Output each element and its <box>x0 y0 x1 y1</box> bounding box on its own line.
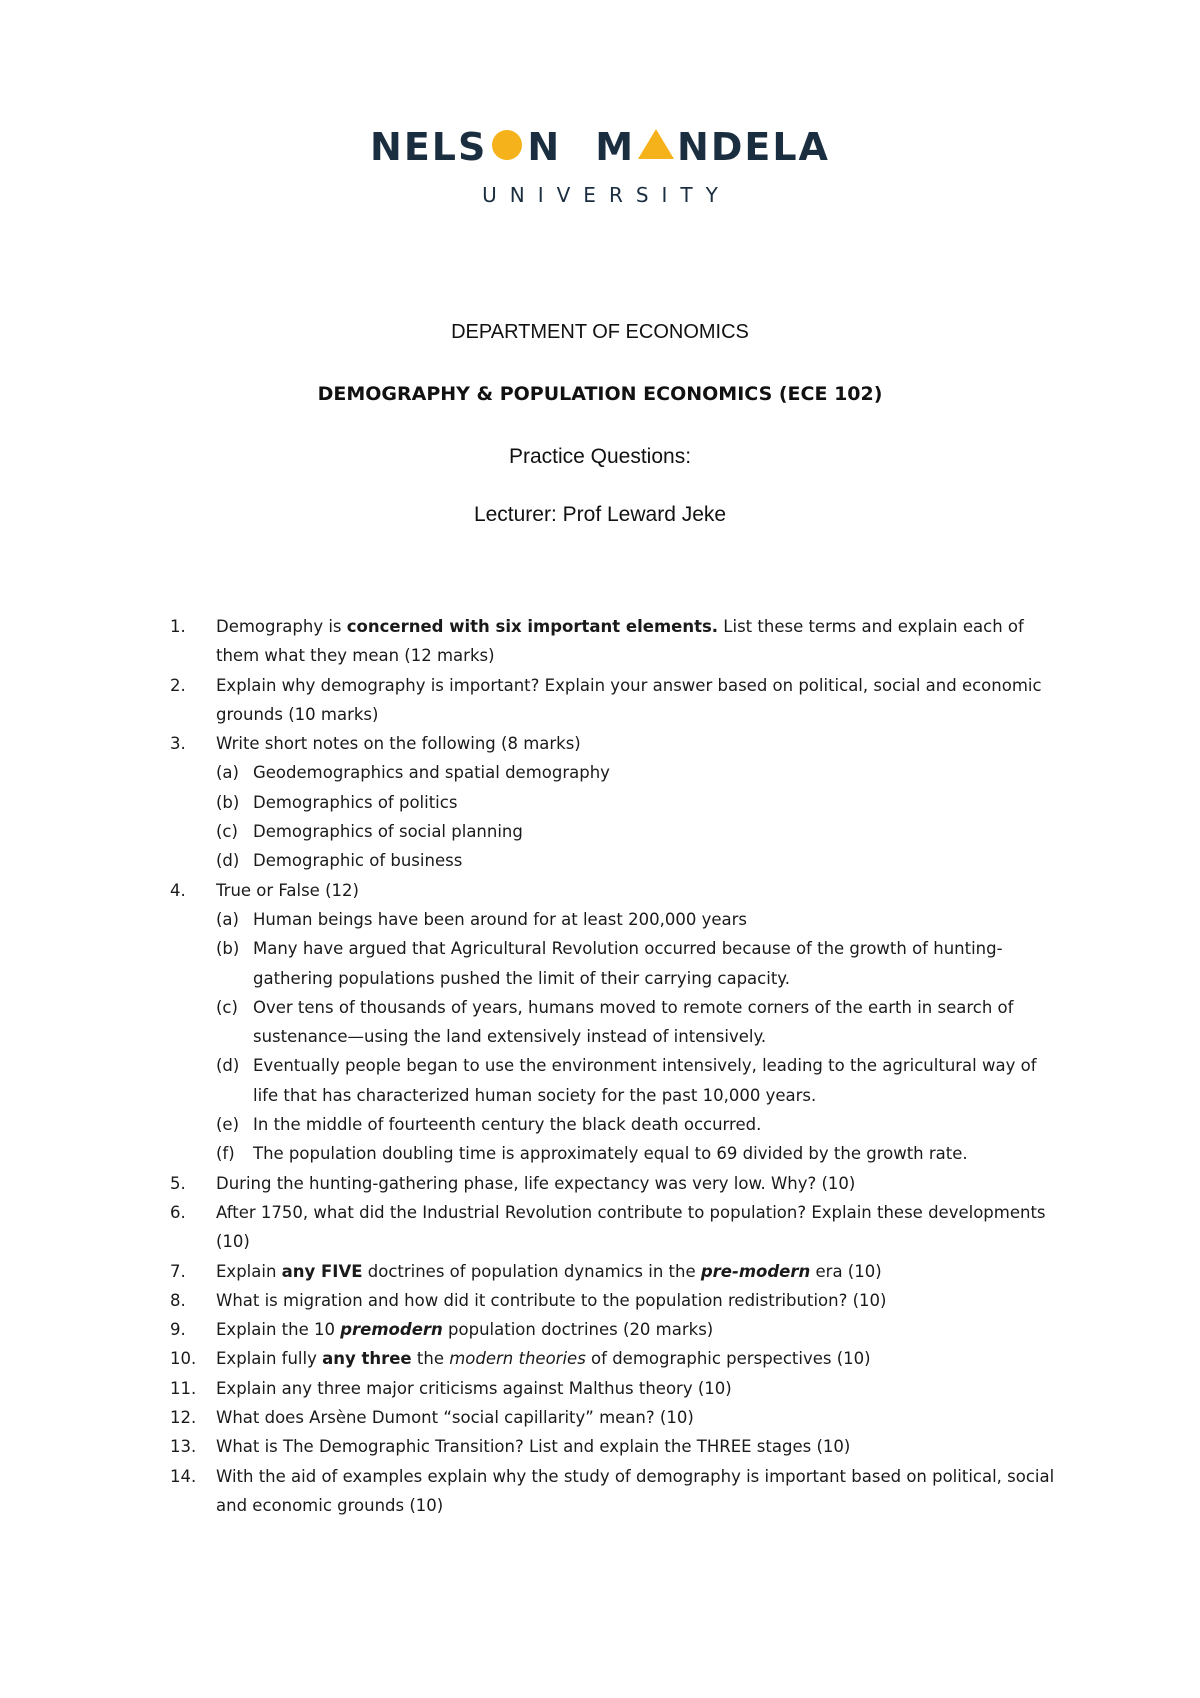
logo-wordmark: NELS N M NDELA <box>370 124 830 169</box>
sub-question <box>0 1051 1200 1110</box>
sub-question-text: Many have argued that Agricultural Revolution occurred because of the growth of hunting-gathering populations pushed the limit of their carrying capacity. <box>253 939 1003 988</box>
question-item <box>0 612 1200 671</box>
question-item <box>0 729 1200 758</box>
sun-icon <box>492 130 522 160</box>
question-item <box>0 1344 1200 1373</box>
question-number: 4. <box>170 880 186 900</box>
university-logo <box>0 120 1200 207</box>
question-number: 2. <box>170 675 186 695</box>
sub-question-text: In the middle of fourteenth century the black death occurred. <box>253 1115 762 1135</box>
question-text: With the aid of examples explain why the study of demography is important based on political, social and economic grounds (10) <box>216 1466 1055 1515</box>
department-heading: DEPARTMENT OF ECONOMICS <box>451 321 749 343</box>
question-number: 3. <box>170 734 186 754</box>
sub-question-text: The population doubling time is approximately equal to 69 divided by the growth rate. <box>253 1144 968 1164</box>
sub-question <box>0 934 1200 993</box>
question-item <box>0 1403 1200 1432</box>
sub-question-label: (a) <box>216 909 239 929</box>
sub-question <box>0 1110 1200 1139</box>
sub-question-label: (b) <box>216 939 240 959</box>
question-text: Write short notes on the following (8 marks) <box>216 734 581 754</box>
practice-heading: Practice Questions: <box>508 445 692 468</box>
question-item <box>0 1374 1200 1403</box>
sub-question-label: (f) <box>216 1144 235 1164</box>
question-text: What is The Demographic Transition? List and explain the THREE stages (10) <box>216 1437 851 1457</box>
question-text: Demography is concerned with six important elements. List these terms and explain each of them what they mean (12 marks) <box>216 617 1024 666</box>
sub-question-label: (d) <box>216 1056 240 1076</box>
question-number: 11. <box>170 1378 197 1398</box>
question-text: Explain why demography is important? Explain your answer based on political, social and economic grounds (10 marks) <box>216 675 1042 724</box>
question-text: During the hunting-gathering phase, life expectancy was very low. Why? (10) <box>216 1173 856 1193</box>
question-text: What is migration and how did it contribute to the population redistribution? (10) <box>216 1290 887 1310</box>
sub-question <box>0 846 1200 875</box>
sub-question-label: (c) <box>216 822 238 842</box>
sub-question <box>0 905 1200 934</box>
question-item <box>0 1462 1200 1521</box>
question-number: 9. <box>170 1320 186 1340</box>
question-item <box>0 1257 1200 1286</box>
sub-question <box>0 758 1200 787</box>
question-item <box>0 1432 1200 1461</box>
question-number: 5. <box>170 1173 186 1193</box>
question-text: Explain any three major criticisms against Malthus theory (10) <box>216 1378 732 1398</box>
question-number: 6. <box>170 1202 186 1222</box>
logo-subtitle: UNIVERSITY <box>482 182 731 207</box>
question-text: After 1750, what did the Industrial Revolution contribute to population? Explain these developments (10) <box>216 1202 1046 1252</box>
sub-question-text: Demographics of politics <box>253 792 458 812</box>
sub-question-text: Geodemographics and spatial demography <box>253 763 610 783</box>
sub-question-text: Over tens of thousands of years, humans moved to remote corners of the earth in search of sustenance—using the land extensively instead of intensively. <box>253 997 1014 1047</box>
sub-question <box>0 993 1200 1052</box>
sub-question <box>0 817 1200 846</box>
sub-question-label: (a) <box>216 763 239 783</box>
sub-question-label: (c) <box>216 997 238 1017</box>
question-text: Explain the 10 premodern population doctrines (20 marks) <box>216 1320 714 1340</box>
question-item <box>0 671 1200 730</box>
question-number: 10. <box>170 1349 197 1369</box>
question-text: Explain fully any three the modern theories of demographic perspectives (10) <box>216 1349 871 1369</box>
question-item <box>0 1315 1200 1344</box>
sub-question-text: Demographic of business <box>253 851 463 871</box>
sub-question-text: Human beings have been around for at least 200,000 years <box>253 909 748 929</box>
question-list <box>0 612 1200 1520</box>
question-text: Explain any FIVE doctrines of population dynamics in the pre-modern era (10) <box>216 1261 882 1281</box>
lecturer-heading: Lecturer: Prof Leward Jeke <box>473 503 727 526</box>
triangle-icon <box>638 129 674 159</box>
sub-question-label: (e) <box>216 1115 240 1135</box>
question-number: 14. <box>170 1466 197 1486</box>
question-number: 7. <box>170 1261 186 1281</box>
sub-question-text: Demographics of social planning <box>253 822 523 842</box>
sub-question-label: (b) <box>216 792 240 812</box>
question-number: 8. <box>170 1290 186 1310</box>
question-number: 13. <box>170 1437 197 1457</box>
question-item <box>0 876 1200 905</box>
question-item <box>0 1286 1200 1315</box>
question-text: What does Arsène Dumont “social capillarity” mean? (10) <box>216 1408 694 1428</box>
question-item <box>0 1198 1200 1257</box>
sub-question-text: Eventually people began to use the environment intensively, leading to the agricultural way of life that has characterized human society for the past 10,000 years. <box>253 1056 1037 1105</box>
sub-question <box>0 1139 1200 1168</box>
question-number: 1. <box>170 617 186 636</box>
sub-question-label: (d) <box>216 851 240 871</box>
course-title: DEMOGRAPHY & POPULATION ECONOMICS (ECE 102) <box>317 383 883 405</box>
question-item <box>0 1169 1200 1198</box>
question-number: 12. <box>170 1408 197 1428</box>
question-text: True or False (12) <box>216 880 359 900</box>
sub-question <box>0 788 1200 817</box>
